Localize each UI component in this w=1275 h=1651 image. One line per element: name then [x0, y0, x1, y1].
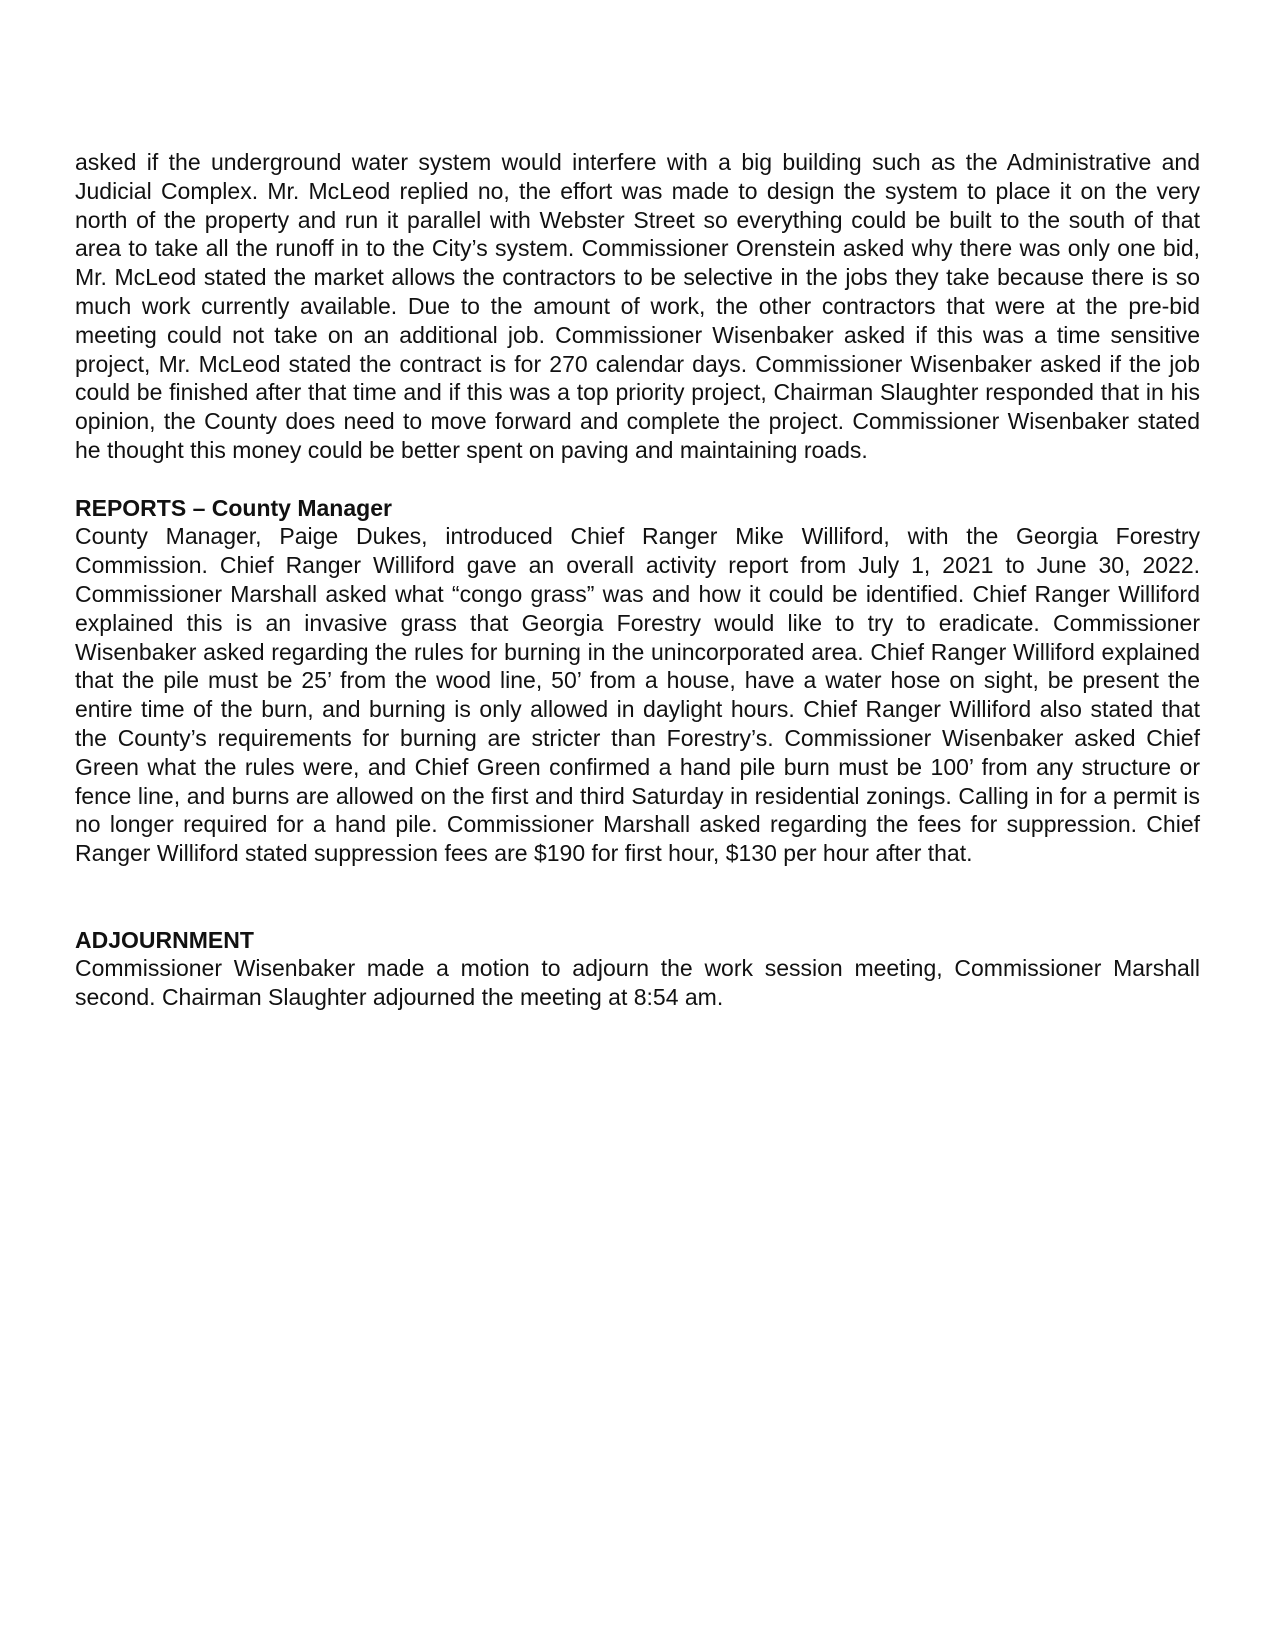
reports-paragraph: County Manager, Paige Dukes, introduced Chief Ranger Mike Williford, with the Georgia Forestry Commission. Chief Ranger Williford gave an overall activity report from July 1, 2021 to June 30, 2022. Commissioner Marshall asked what “congo grass” was and how it could be identified. Chief Ranger Williford explained this is an invasive grass that Georgia Forestry would like to try to eradicate. Commissioner Wisenbaker asked regarding the rules for burning in the unincorporated area. Chief Ranger Williford explained that the pile must be 25’ from the wood line, 50’ from a house, have a water hose on sight, be present the entire time of the burn, and burning is only allowed in daylight hours. Chief Ranger Williford also stated that the County’s requirements for burning are stricter than Forestry’s. Commissioner Wisenbaker asked Chief Green what the rules were, and Chief Green confirmed a hand pile burn must be 100’ from any structure or fence line, and burns are allowed on the first and third Saturday in residential zonings. Calling in for a permit is no longer required for a hand pile. Commissioner Marshall asked regarding the fees for suppression. Chief Ranger Williford stated suppression fees are $190 for first hour, $130 per hour after that. [75, 523, 1200, 867]
document-body [75, 148, 1200, 1012]
paragraph-spacer [75, 465, 1200, 494]
adjournment-heading: ADJOURNMENT [75, 926, 254, 953]
intro-paragraph: asked if the underground water system would interfere with a big building such as the Administrative and Judicial Complex. Mr. McLeod replied no, the effort was made to design the system to place it on the very north of the property and run it parallel with Webster Street so everything could be built to the south of that area to take all the runoff in to the City’s system. Commissioner Orenstein asked why there was only one bid, Mr. McLeod stated the market allows the contractors to be selective in the jobs they take because there is so much work currently available. Due to the amount of work, the other contractors that were at the pre-bid meeting could not take on an additional job. Commissioner Wisenbaker asked if this was a time sensitive project, Mr. McLeod stated the contract is for 270 calendar days. Commissioner Wisenbaker asked if the job could be finished after that time and if this was a top priority project, Chairman Slaughter responded that in his opinion, the County does need to move forward and complete the project. Commissioner Wisenbaker stated he thought this money could be better spent on paving and maintaining roads. [75, 149, 1200, 463]
adjournment-paragraph: Commissioner Wisenbaker made a motion to adjourn the work session meeting, Commissioner Marshall second. Chairman Slaughter adjourned the meeting at 8:54 am. [75, 955, 1200, 1011]
section-spacer [75, 868, 1200, 926]
reports-heading: REPORTS – County Manager [75, 494, 392, 521]
